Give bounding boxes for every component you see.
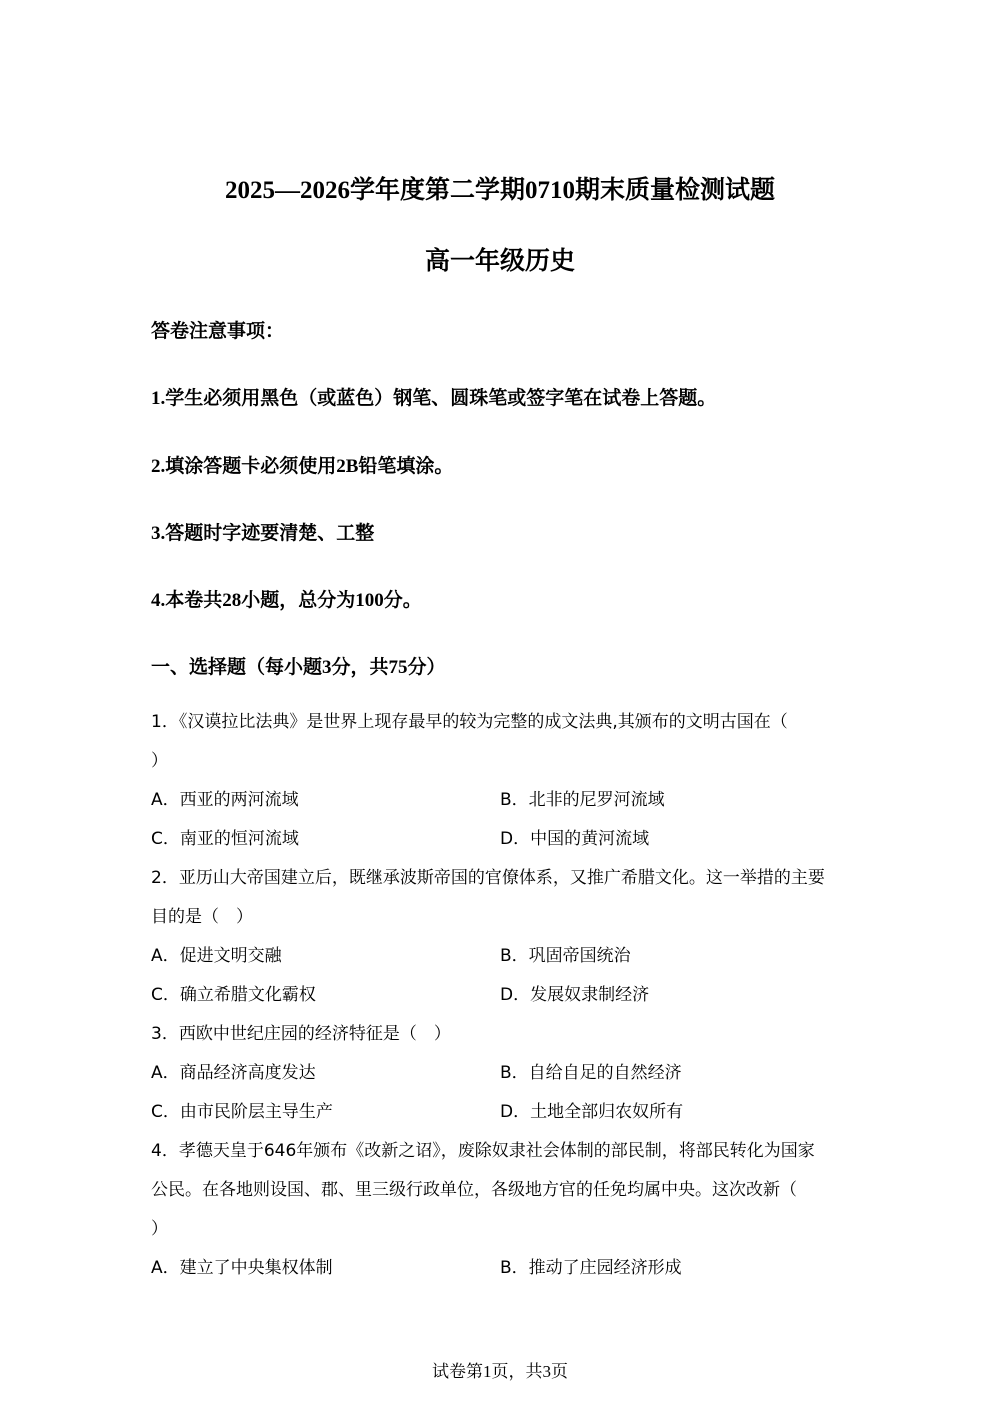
question-2-option-c: C．确立希腊文化霸权: [151, 985, 316, 1005]
exam-title: 2025—2026学年度第二学期0710期末质量检测试题: [224, 177, 775, 204]
question-1-option-b: B．北非的尼罗河流域: [500, 790, 665, 810]
question-1-line-1: 1．《汉谟拉比法典》是世界上现存最早的较为完整的成文法典,其颁布的文明古国在（: [151, 712, 788, 732]
section-heading: 一、选择题（每小题3分，共75分）: [151, 657, 446, 678]
question-2-option-a: A．促进文明交融: [151, 946, 282, 966]
question-2-option-d: D．发展奴隶制经济: [500, 985, 650, 1005]
question-1-option-c: C．南亚的恒河流域: [151, 829, 299, 849]
question-1-line-2: ）: [151, 751, 168, 771]
notice-item-2: 2.填涂答题卡必须使用2B铅笔填涂。: [151, 456, 454, 477]
question-4-line-1: 4．孝德天皇于646年颁布《改新之诏》，废除奴隶社会体制的部民制，将部民转化为国家: [151, 1141, 815, 1161]
question-3-line-1: 3．西欧中世纪庄园的经济特征是（ ）: [151, 1024, 451, 1044]
page-footer: 试卷第1页，共3页: [432, 1362, 568, 1381]
question-2-line-1: 2．亚历山大帝国建立后，既继承波斯帝国的官僚体系，又推广希腊文化。这一举措的主要: [151, 868, 825, 888]
question-4-option-a: A．建立了中央集权体制: [151, 1258, 333, 1278]
question-2-line-2: 目的是（ ）: [151, 907, 253, 927]
notice-item-4: 4.本卷共28小题，总分为100分。: [151, 590, 422, 611]
question-1-option-a: A．西亚的两河流域: [151, 790, 299, 810]
question-3-option-d: D．土地全部归农奴所有: [500, 1102, 684, 1122]
question-3-option-b: B．自给自足的自然经济: [500, 1063, 682, 1083]
question-4-option-b: B．推动了庄园经济形成: [500, 1258, 682, 1278]
question-3-option-c: C．由市民阶层主导生产: [151, 1102, 333, 1122]
question-4-line-2: 公民。在各地则设国、郡、里三级行政单位，各级地方官的任免均属中央。这次改新（: [151, 1180, 797, 1200]
question-2-option-b: B．巩固帝国统治: [500, 946, 631, 966]
question-1-option-d: D．中国的黄河流域: [500, 829, 650, 849]
notice-item-1: 1.学生必须用黑色（或蓝色）钢笔、圆珠笔或签字笔在试卷上答题。: [151, 388, 717, 409]
notice-item-3: 3.答题时字迹要清楚、工整: [151, 523, 375, 544]
question-4-line-3: ）: [151, 1219, 168, 1239]
question-3-option-a: A．商品经济高度发达: [151, 1063, 316, 1083]
exam-subtitle: 高一年级历史: [424, 248, 575, 275]
notice-heading: 答卷注意事项：: [151, 321, 285, 342]
